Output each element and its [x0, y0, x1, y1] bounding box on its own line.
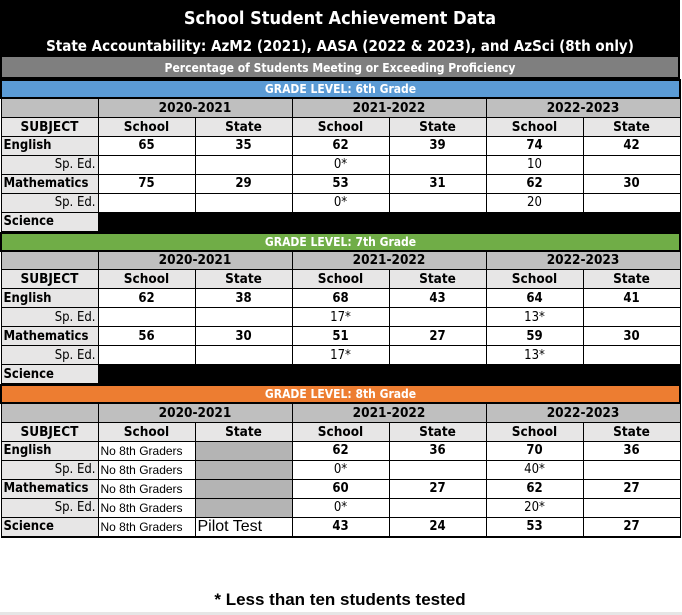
value-cell: 35	[195, 136, 292, 155]
table-row	[1, 193, 680, 212]
state-header: State	[389, 117, 486, 136]
subject-label: Sp. Ed.	[1, 193, 98, 212]
value-cell: 39	[389, 136, 486, 155]
grade-7-table	[0, 232, 681, 385]
value-cell: 20	[486, 193, 583, 212]
value-cell: 64	[486, 289, 583, 308]
year-header: 2022-2023	[486, 251, 680, 270]
value-cell: 38	[195, 289, 292, 308]
column-header-row	[1, 270, 680, 289]
value-cell: 17*	[292, 346, 389, 365]
value-cell: 51	[292, 327, 389, 346]
value-cell	[195, 441, 292, 460]
table-row	[1, 441, 680, 460]
grade-6-header: GRADE LEVEL: 6th Grade	[1, 80, 680, 98]
no-data-block	[98, 212, 680, 231]
value-cell: 59	[486, 327, 583, 346]
value-cell: 27	[389, 479, 486, 498]
no-data-block	[98, 365, 680, 384]
value-cell: 62	[98, 289, 195, 308]
value-cell: 53	[292, 174, 389, 193]
subject-label: Mathematics	[1, 174, 98, 193]
value-cell	[98, 193, 195, 212]
value-cell: 43	[292, 517, 389, 537]
subject-header: SUBJECT	[1, 117, 98, 136]
subject-label: Mathematics	[1, 327, 98, 346]
subject-label: Sp. Ed.	[1, 155, 98, 174]
subject-label: Science	[1, 517, 98, 537]
value-cell: 17*	[292, 308, 389, 327]
year-header: 2022-2023	[486, 403, 680, 422]
table-row	[1, 308, 680, 327]
value-cell: 62	[292, 441, 389, 460]
value-cell	[98, 346, 195, 365]
blank-cell	[1, 403, 98, 422]
value-cell	[583, 308, 680, 327]
table-row	[1, 498, 680, 517]
year-header: 2021-2022	[292, 98, 486, 117]
value-cell: 10	[486, 155, 583, 174]
value-cell: 53	[486, 517, 583, 537]
value-cell: 43	[389, 289, 486, 308]
subject-label: Sp. Ed.	[1, 346, 98, 365]
value-cell: 0*	[292, 193, 389, 212]
value-cell: 0*	[292, 460, 389, 479]
value-cell	[195, 498, 292, 517]
value-cell: 30	[583, 174, 680, 193]
subject-label: Sp. Ed.	[1, 308, 98, 327]
state-header: State	[195, 117, 292, 136]
value-cell: 62	[486, 479, 583, 498]
year-header-row	[1, 403, 680, 422]
value-cell	[98, 308, 195, 327]
column-header-row	[1, 422, 680, 441]
value-cell	[583, 346, 680, 365]
value-cell	[583, 155, 680, 174]
subject-label: Sp. Ed.	[1, 498, 98, 517]
table-row	[1, 365, 680, 384]
value-cell	[389, 346, 486, 365]
value-cell	[389, 193, 486, 212]
table-row	[1, 212, 680, 231]
report-title: School Student Achievement Data	[0, 0, 680, 33]
value-cell	[195, 155, 292, 174]
value-cell: 36	[583, 441, 680, 460]
value-cell: 65	[98, 136, 195, 155]
value-cell	[195, 193, 292, 212]
grade-8-header: GRADE LEVEL: 8th Grade	[1, 385, 680, 403]
value-cell: No 8th Graders	[98, 498, 195, 517]
value-cell: 30	[583, 327, 680, 346]
school-header: School	[98, 422, 195, 441]
table-row	[1, 327, 680, 346]
year-header: 2020-2021	[98, 251, 292, 270]
value-cell: 20*	[486, 498, 583, 517]
year-header: 2021-2022	[292, 403, 486, 422]
year-header-row	[1, 98, 680, 117]
value-cell: 40*	[486, 460, 583, 479]
value-cell: 13*	[486, 308, 583, 327]
value-cell	[583, 193, 680, 212]
value-cell	[583, 498, 680, 517]
state-header: State	[583, 270, 680, 289]
grade-7-header: GRADE LEVEL: 7th Grade	[1, 233, 680, 251]
subject-label: English	[1, 136, 98, 155]
blank-cell	[1, 98, 98, 117]
state-header: State	[583, 117, 680, 136]
subject-label: Science	[1, 365, 98, 384]
value-cell: No 8th Graders	[98, 479, 195, 498]
school-header: School	[292, 422, 389, 441]
value-cell: 13*	[486, 346, 583, 365]
value-cell	[195, 346, 292, 365]
year-header: 2020-2021	[98, 98, 292, 117]
proficiency-caption: Percentage of Students Meeting or Exceeding Proficiency	[0, 57, 680, 79]
school-header: School	[292, 117, 389, 136]
state-header: State	[389, 422, 486, 441]
subject-label: Mathematics	[1, 479, 98, 498]
table-row	[1, 517, 680, 537]
value-cell: 27	[389, 327, 486, 346]
school-header: School	[98, 117, 195, 136]
value-cell: No 8th Graders	[98, 517, 195, 537]
table-row	[1, 460, 680, 479]
state-header: State	[195, 270, 292, 289]
table-row	[1, 174, 680, 193]
blank-cell	[1, 251, 98, 270]
value-cell: 60	[292, 479, 389, 498]
subject-header: SUBJECT	[1, 422, 98, 441]
state-header: State	[195, 422, 292, 441]
school-header: School	[98, 270, 195, 289]
column-header-row	[1, 117, 680, 136]
table-row	[1, 289, 680, 308]
value-cell	[389, 155, 486, 174]
value-cell	[195, 479, 292, 498]
value-cell	[195, 460, 292, 479]
subject-label: English	[1, 441, 98, 460]
table-row	[1, 155, 680, 174]
value-cell: 30	[195, 327, 292, 346]
footnote: * Less than ten students tested	[214, 590, 466, 609]
school-header: School	[486, 270, 583, 289]
grade-6-table	[0, 79, 681, 232]
value-cell: No 8th Graders	[98, 441, 195, 460]
value-cell: 56	[98, 327, 195, 346]
value-cell: No 8th Graders	[98, 460, 195, 479]
value-cell: 0*	[292, 498, 389, 517]
value-cell: 31	[389, 174, 486, 193]
state-header: State	[389, 270, 486, 289]
table-row	[1, 136, 680, 155]
value-cell: 62	[292, 136, 389, 155]
subject-label: Sp. Ed.	[1, 460, 98, 479]
value-cell	[389, 498, 486, 517]
value-cell: 70	[486, 441, 583, 460]
state-header: State	[583, 422, 680, 441]
grade-8-table	[0, 384, 681, 538]
value-cell	[389, 308, 486, 327]
school-header: School	[292, 270, 389, 289]
value-cell: Pilot Test	[195, 517, 292, 537]
value-cell: 24	[389, 517, 486, 537]
value-cell: 27	[583, 517, 680, 537]
value-cell: 62	[486, 174, 583, 193]
year-header-row	[1, 251, 680, 270]
school-header: School	[486, 422, 583, 441]
value-cell: 0*	[292, 155, 389, 174]
school-header: School	[486, 117, 583, 136]
value-cell: 36	[389, 441, 486, 460]
value-cell: 74	[486, 136, 583, 155]
value-cell	[389, 460, 486, 479]
subject-label: English	[1, 289, 98, 308]
value-cell: 75	[98, 174, 195, 193]
subject-label: Science	[1, 212, 98, 231]
value-cell	[583, 460, 680, 479]
value-cell: 27	[583, 479, 680, 498]
value-cell	[98, 155, 195, 174]
year-header: 2022-2023	[486, 98, 680, 117]
year-header: 2021-2022	[292, 251, 486, 270]
table-row	[1, 479, 680, 498]
table-row	[1, 346, 680, 365]
value-cell: 41	[583, 289, 680, 308]
value-cell: 29	[195, 174, 292, 193]
subject-header: SUBJECT	[1, 270, 98, 289]
value-cell	[195, 308, 292, 327]
value-cell: 68	[292, 289, 389, 308]
value-cell: 42	[583, 136, 680, 155]
year-header: 2020-2021	[98, 403, 292, 422]
report-subtitle: State Accountability: AzM2 (2021), AASA (2022 & 2023), and AzSci (8th only)	[0, 33, 680, 57]
